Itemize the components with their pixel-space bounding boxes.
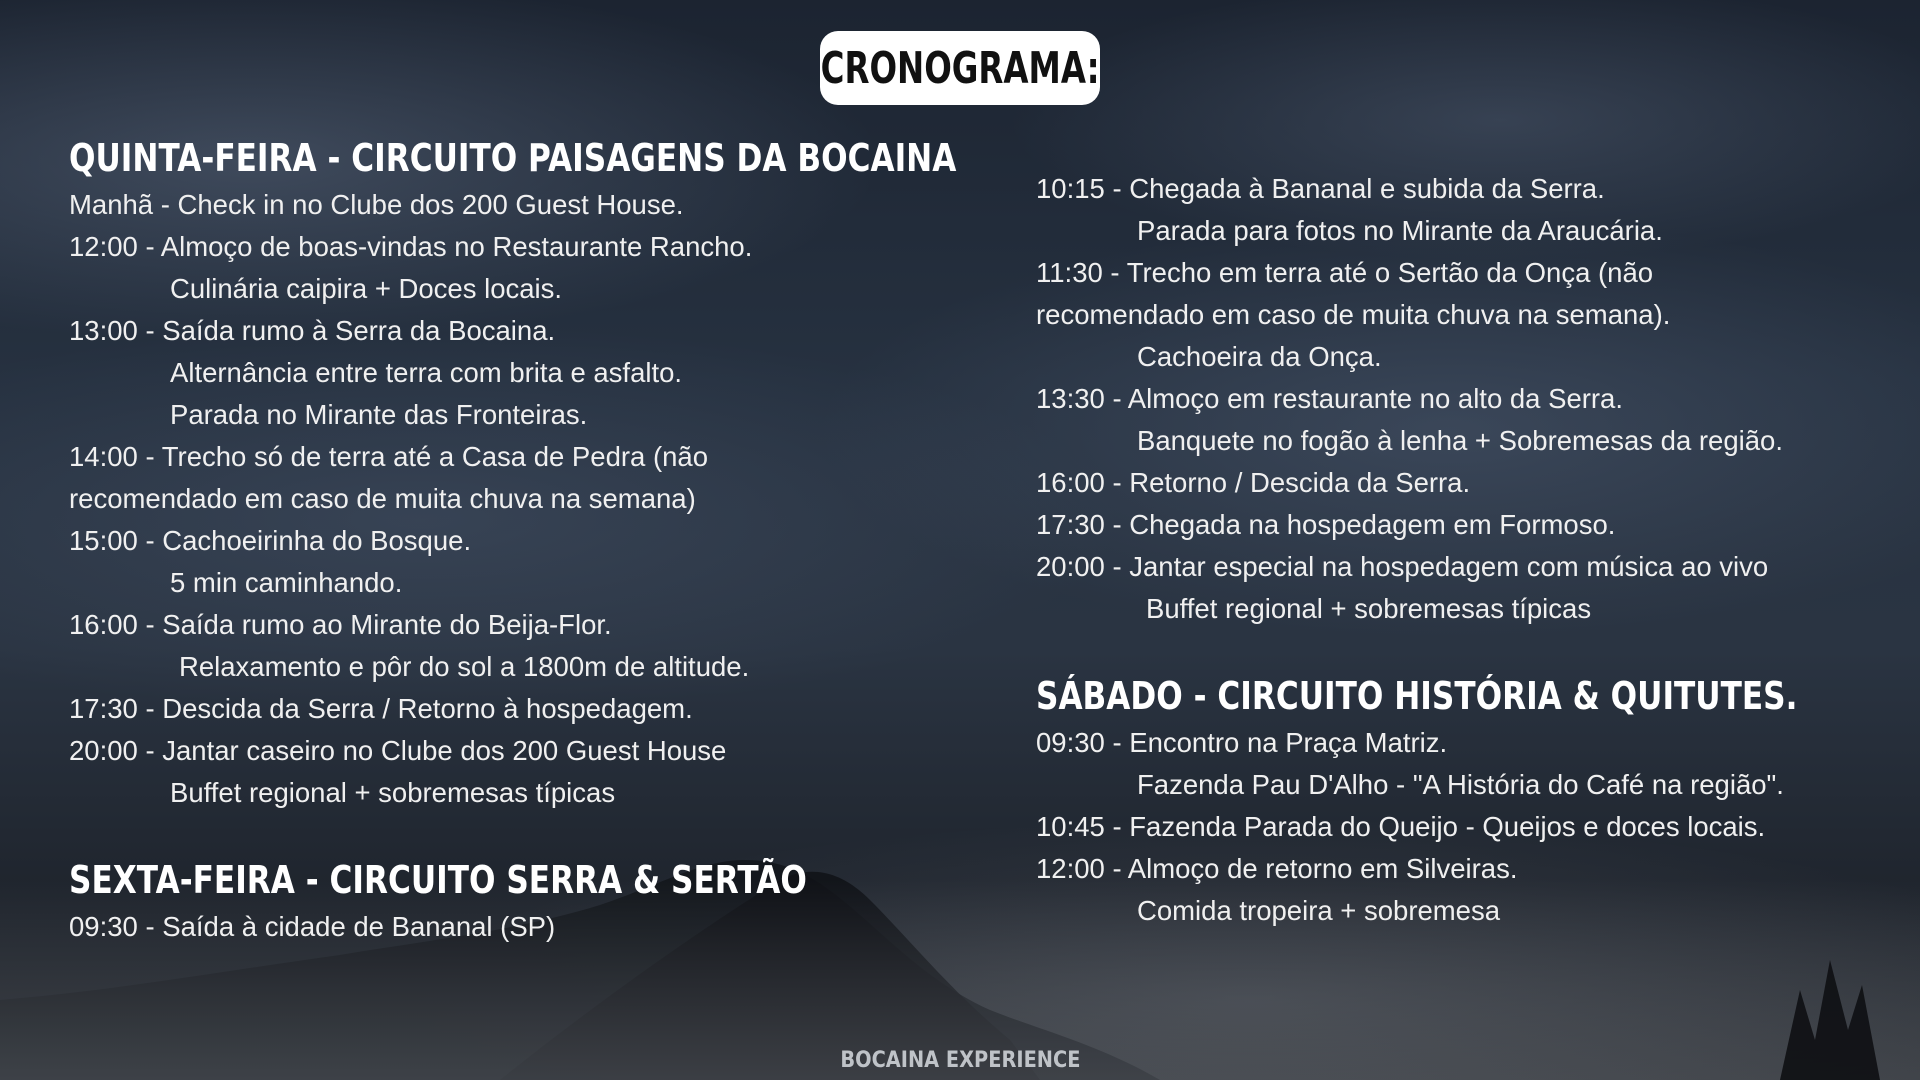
footer-brand-text: BOCAINA EXPERIENCE [839, 1048, 1081, 1073]
schedule-detail: Culinária caipira + Doces locais. [170, 273, 563, 304]
schedule-line: 16:00 - Saída rumo ao Mirante do Beija-Flor. [69, 609, 612, 640]
schedule-line: 12:00 - Almoço de boas-vindas no Restaurante Rancho. [69, 231, 753, 262]
schedule-line: 10:15 - Chegada à Bananal e subida da Serra. [1036, 173, 1605, 204]
schedule-detail: Fazenda Pau D'Alho - "A História do Café na região". [1137, 769, 1784, 800]
schedule-detail: 5 min caminhando. [170, 567, 403, 598]
schedule-line: recomendado em caso de muita chuva na semana). [1036, 299, 1671, 330]
page-title: CRONOGRAMA: [820, 42, 1100, 94]
schedule-line: recomendado em caso de muita chuva na semana) [69, 483, 696, 514]
schedule-line: 09:30 - Encontro na Praça Matriz. [1036, 727, 1448, 758]
schedule-detail: Alternância entre terra com brita e asfalto. [170, 357, 683, 388]
schedule-line: 16:00 - Retorno / Descida da Serra. [1036, 467, 1471, 498]
schedule-line: 13:00 - Saída rumo à Serra da Bocaina. [69, 315, 556, 346]
schedule-right-column [1036, 168, 1896, 932]
schedule-line: 17:30 - Descida da Serra / Retorno à hospedagem. [69, 693, 693, 724]
schedule-detail: Parada no Mirante das Fronteiras. [170, 399, 588, 430]
schedule-line: 14:00 - Trecho só de terra até a Casa de Pedra (não [69, 441, 708, 472]
schedule-line: 10:45 - Fazenda Parada do Queijo - Queijos e doces locais. [1036, 811, 1766, 842]
schedule-line: 17:30 - Chegada na hospedagem em Formoso. [1036, 509, 1616, 540]
thursday-heading: QUINTA-FEIRA - CIRCUITO PAISAGENS DA BOCAINA [69, 136, 957, 180]
title-badge [820, 31, 1100, 105]
schedule-left-column [69, 132, 957, 948]
schedule-detail: Comida tropeira + sobremesa [1137, 895, 1501, 926]
friday-heading: SEXTA-FEIRA - CIRCUITO SERRA & SERTÃO [69, 858, 807, 902]
schedule-line: 09:30 - Saída à cidade de Bananal (SP) [69, 911, 556, 942]
footer-brand [0, 1048, 1920, 1073]
schedule-line: 12:00 - Almoço de retorno em Silveiras. [1036, 853, 1518, 884]
saturday-heading: SÁBADO - CIRCUITO HISTÓRIA & QUITUTES. [1036, 674, 1798, 718]
schedule-line: 11:30 - Trecho em terra até o Sertão da Onça (não [1036, 257, 1654, 288]
schedule-detail: Banquete no fogão à lenha + Sobremesas da região. [1137, 425, 1783, 456]
schedule-line: 20:00 - Jantar caseiro no Clube dos 200 Guest House [69, 735, 727, 766]
schedule-detail: Relaxamento e pôr do sol a 1800m de altitude. [179, 651, 750, 682]
schedule-line: 15:00 - Cachoeirinha do Bosque. [69, 525, 472, 556]
schedule-detail: Buffet regional + sobremesas típicas [170, 777, 616, 808]
schedule-line: 20:00 - Jantar especial na hospedagem com música ao vivo [1036, 551, 1769, 582]
schedule-line: 13:30 - Almoço em restaurante no alto da Serra. [1036, 383, 1623, 414]
schedule-detail: Buffet regional + sobremesas típicas [1146, 593, 1592, 624]
schedule-detail: Parada para fotos no Mirante da Araucária. [1137, 215, 1663, 246]
schedule-detail: Cachoeira da Onça. [1137, 341, 1382, 372]
schedule-line: Manhã - Check in no Clube dos 200 Guest House. [69, 189, 684, 220]
